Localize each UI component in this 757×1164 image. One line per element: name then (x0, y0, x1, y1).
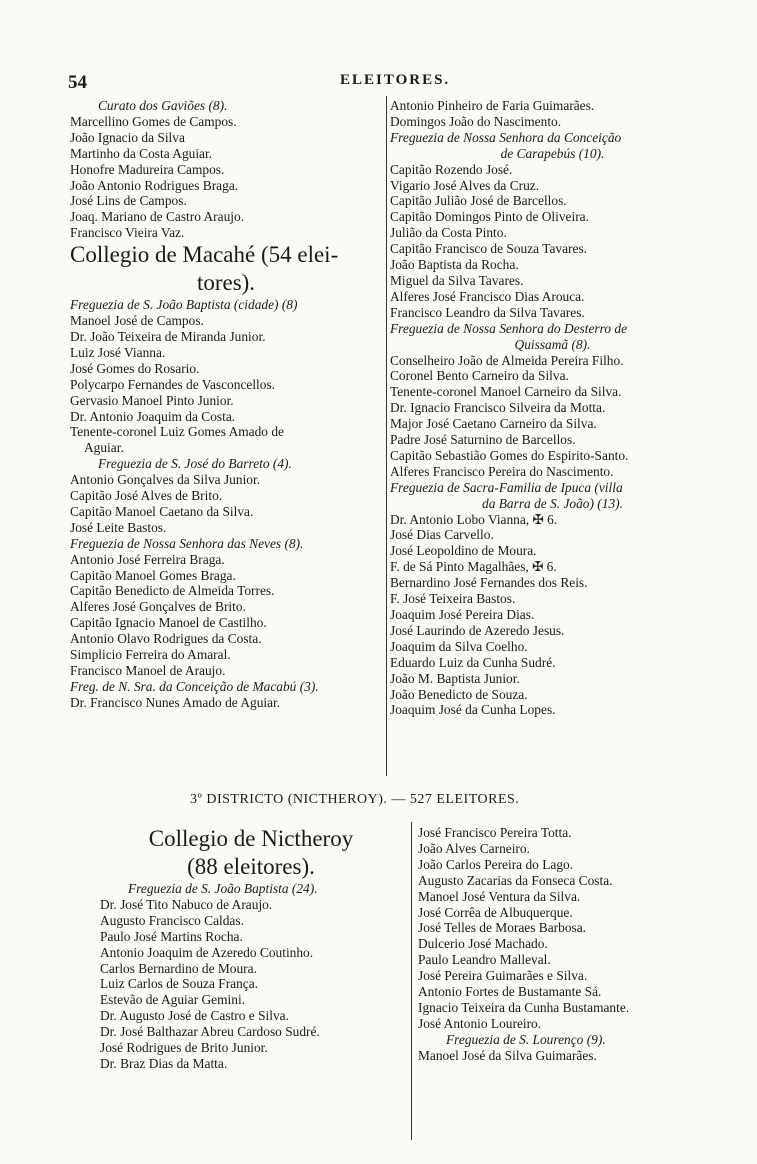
elector-line: Dr. Antonio Joaquim da Costa. (70, 408, 236, 424)
elector-line: Alferes José Francisco Dias Arouca. (390, 288, 585, 304)
elector-line: Antonio Joaquim de Azeredo Coutinho. (100, 944, 314, 960)
elector-line: Joaq. Mariano de Castro Araujo. (70, 209, 245, 225)
top-left-column (70, 98, 382, 711)
elector-line: Bernardino José Fernandes dos Reis. (390, 575, 588, 591)
elector-line: José Corrêa de Albuquerque. (418, 904, 573, 920)
elector-line: Polycarpo Fernandes de Vasconcellos. (70, 376, 276, 392)
elector-line: Dr. João Teixeira de Miranda Junior. (70, 328, 266, 344)
parish-heading: Freguezia de Sacra-Familia de Ipuca (villa (390, 479, 623, 495)
elector-line: Ignacio Teixeira da Cunha Bustamante. (418, 999, 630, 1015)
bottom-left-column (100, 825, 402, 1072)
parish-heading: Freguezia de Nossa Senhora do Desterro de (390, 320, 628, 336)
elector-line: Francisco Manoel de Araujo. (70, 663, 226, 678)
elector-line: Dr. Braz Dias da Matta. (100, 1055, 228, 1071)
college-heading: Collegio de Nictheroy (148, 826, 354, 851)
elector-line: Paulo José Martins Rocha. (100, 928, 243, 944)
elector-line: José Rodrigues de Brito Junior. (100, 1040, 268, 1056)
parish-heading: de Carapebús (10). (500, 145, 605, 161)
elector-line: Tenente-coronel Luiz Gomes Amado de (70, 424, 284, 440)
elector-line: Conselheiro João de Almeida Pereira Filho. (390, 352, 624, 368)
elector-line: Dr. Antonio Lobo Vianna, ✠ 6. (390, 511, 558, 527)
column-rule-bottom (411, 822, 412, 1140)
elector-line: Dr. Ignacio Francisco Silveira da Motta. (390, 400, 606, 416)
elector-line: F. José Teixeira Bastos. (390, 591, 516, 607)
elector-line: Eduardo Luiz da Cunha Sudré. (390, 654, 556, 670)
elector-line: Honofre Madureira Campos. (70, 161, 225, 177)
elector-line: Alferes Francisco Pereira do Nascimento. (390, 463, 614, 479)
college-heading: (88 eleitores). (187, 854, 315, 879)
elector-line: Augusto Francisco Caldas. (100, 912, 244, 928)
elector-line: Aguiar. (84, 440, 124, 456)
running-head: ELEITORES. (340, 72, 451, 88)
elector-line: Paulo Leandro Malleval. (418, 952, 551, 968)
elector-line: José Dias Carvello. (390, 527, 494, 543)
elector-line: José Telles de Moraes Barbosa. (418, 920, 587, 936)
parish-heading: Quissamã (8). (514, 336, 591, 352)
elector-line: Francisco Vieira Vaz. (70, 225, 185, 241)
elector-line: Luiz José Vianna. (70, 344, 166, 360)
elector-line: Luiz Carlos de Souza França. (100, 976, 259, 992)
elector-line: Antonio Olavo Rodrigues da Costa. (70, 631, 262, 647)
elector-line: Coronel Bento Carneiro da Silva. (390, 368, 569, 384)
bottom-right-column (418, 825, 718, 1064)
elector-line: Joaquim José Pereira Dias. (390, 607, 535, 622)
parish-heading: Curato dos Gaviões (8). (98, 98, 228, 113)
college-heading: Collegio de Macahé (54 elei- (70, 242, 339, 268)
elector-line: Capitão Manoel Gomes Braga. (70, 567, 236, 583)
elector-line: José Antonio Loureiro. (418, 1015, 542, 1031)
parish-heading: Freguezia de Nossa Senhora da Conceição (390, 129, 622, 145)
elector-line: Augusto Zacarias da Fonseca Costa. (418, 872, 613, 888)
elector-line: Joaquim da Silva Coelho. (390, 638, 528, 654)
elector-line: Domingos João do Nascimento. (390, 113, 562, 129)
elector-line: José Pereira Guimarães e Silva. (418, 968, 588, 984)
district-heading: 3º DISTRICTO (NICTHEROY). — 527 ELEITORES. (190, 792, 520, 807)
elector-line: João M. Baptista Junior. (390, 670, 520, 686)
elector-line: João Benedicto de Souza. (390, 686, 528, 702)
elector-line: Capitão Rozendo José. (390, 161, 513, 177)
elector-line: Estevão de Aguiar Gemini. (100, 992, 246, 1008)
elector-line: Manoel José Ventura da Silva. (418, 888, 581, 904)
parish-heading: Freg. de N. Sra. da Conceição de Macabú (3). (70, 678, 319, 694)
elector-line: Alferes José Gonçalves de Brito. (70, 599, 246, 615)
parish-heading: Freguezia de S. José do Barreto (4). (98, 456, 292, 472)
elector-line: Miguel da Silva Tavares. (390, 272, 524, 288)
elector-line: Manoel José de Campos. (70, 313, 204, 329)
college-heading: tores). (196, 270, 256, 296)
parish-heading: Freguezia de S. João Baptista (cidade) (8) (70, 297, 298, 313)
elector-line: Antonio José Ferreira Braga. (70, 551, 225, 567)
elector-line: José Leopoldino de Moura. (390, 543, 537, 559)
elector-line: Francisco Leandro da Silva Tavares. (390, 304, 585, 320)
elector-line: Manoel José da Silva Guimarães. (418, 1047, 597, 1063)
elector-line: Antonio Gonçalves da Silva Junior. (70, 472, 261, 488)
elector-line: Capitão Ignacio Manoel de Castilho. (70, 615, 267, 631)
elector-line: Capitão Francisco de Souza Tavares. (390, 241, 588, 257)
column-rule-top (386, 96, 387, 776)
elector-line: Martinho da Costa Aguiar. (70, 145, 213, 161)
page-number: 54 (68, 72, 87, 93)
elector-line: José Lins de Campos. (70, 193, 187, 209)
elector-line: Capitão Benedicto de Almeida Torres. (70, 583, 275, 599)
elector-line: Tenente-coronel Manoel Carneiro da Silva. (390, 384, 622, 400)
elector-line: Major José Caetano Carneiro da Silva. (390, 416, 597, 432)
elector-line: João Ignacio da Silva (70, 129, 185, 145)
parish-heading: Freguezia de S. Lourenço (9). (446, 1031, 606, 1047)
elector-line: João Carlos Pereira do Lago. (418, 856, 574, 872)
elector-line: Julião da Costa Pinto. (390, 225, 507, 241)
elector-line: Capitão Manoel Caetano da Silva. (70, 503, 254, 519)
elector-line: José Laurindo de Azeredo Jesus. (390, 622, 565, 638)
elector-line: João Antonio Rodrigues Braga. (70, 177, 239, 193)
elector-line: José Gomes do Rosario. (70, 360, 200, 376)
elector-line: F. de Sá Pinto Magalhães, ✠ 6. (390, 559, 557, 575)
parish-heading: da Barra de S. João) (13). (482, 495, 623, 511)
elector-line: Capitão Domingos Pinto de Oliveira. (390, 209, 589, 225)
elector-line: Joaquim José da Cunha Lopes. (390, 702, 556, 718)
elector-line: Dulcerio José Machado. (418, 936, 548, 952)
elector-line: Padre José Saturnino de Barcellos. (390, 432, 576, 448)
elector-line: Vigario José Alves da Cruz. (390, 177, 540, 193)
elector-line: Simplicio Ferreira do Amaral. (70, 647, 231, 663)
elector-line: Gervasio Manoel Pinto Junior. (70, 392, 234, 408)
elector-line: Dr. José Balthazar Abreu Cardoso Sudré. (100, 1024, 320, 1040)
top-right-column (390, 98, 715, 718)
elector-line: Antonio Pinheiro de Faria Guimarães. (390, 98, 595, 113)
parish-heading: Freguezia de Nossa Senhora das Neves (8). (70, 535, 304, 551)
elector-line: José Francisco Pereira Totta. (418, 825, 572, 840)
elector-line: José Leite Bastos. (70, 519, 167, 535)
elector-line: Carlos Bernardino de Moura. (100, 960, 257, 976)
elector-line: João Baptista da Rocha. (390, 257, 519, 273)
elector-line: Marcellino Gomes de Campos. (70, 113, 237, 129)
parish-heading: Freguezia de S. João Baptista (24). (128, 881, 318, 896)
elector-line: Capitão Sebastião Gomes do Espirito-Santo. (390, 447, 629, 463)
elector-line: Capitão Julião José de Barcellos. (390, 193, 567, 209)
elector-line: Dr. Francisco Nunes Amado de Aguiar. (70, 694, 281, 710)
elector-line: Antonio Fortes de Bustamante Sá. (418, 984, 602, 1000)
elector-line: Dr. José Tito Nabuco de Araujo. (100, 896, 273, 912)
elector-line: João Alves Carneiro. (418, 840, 530, 856)
elector-line: Capitão José Alves de Brito. (70, 488, 223, 504)
elector-line: Dr. Augusto José de Castro e Silva. (100, 1008, 289, 1024)
